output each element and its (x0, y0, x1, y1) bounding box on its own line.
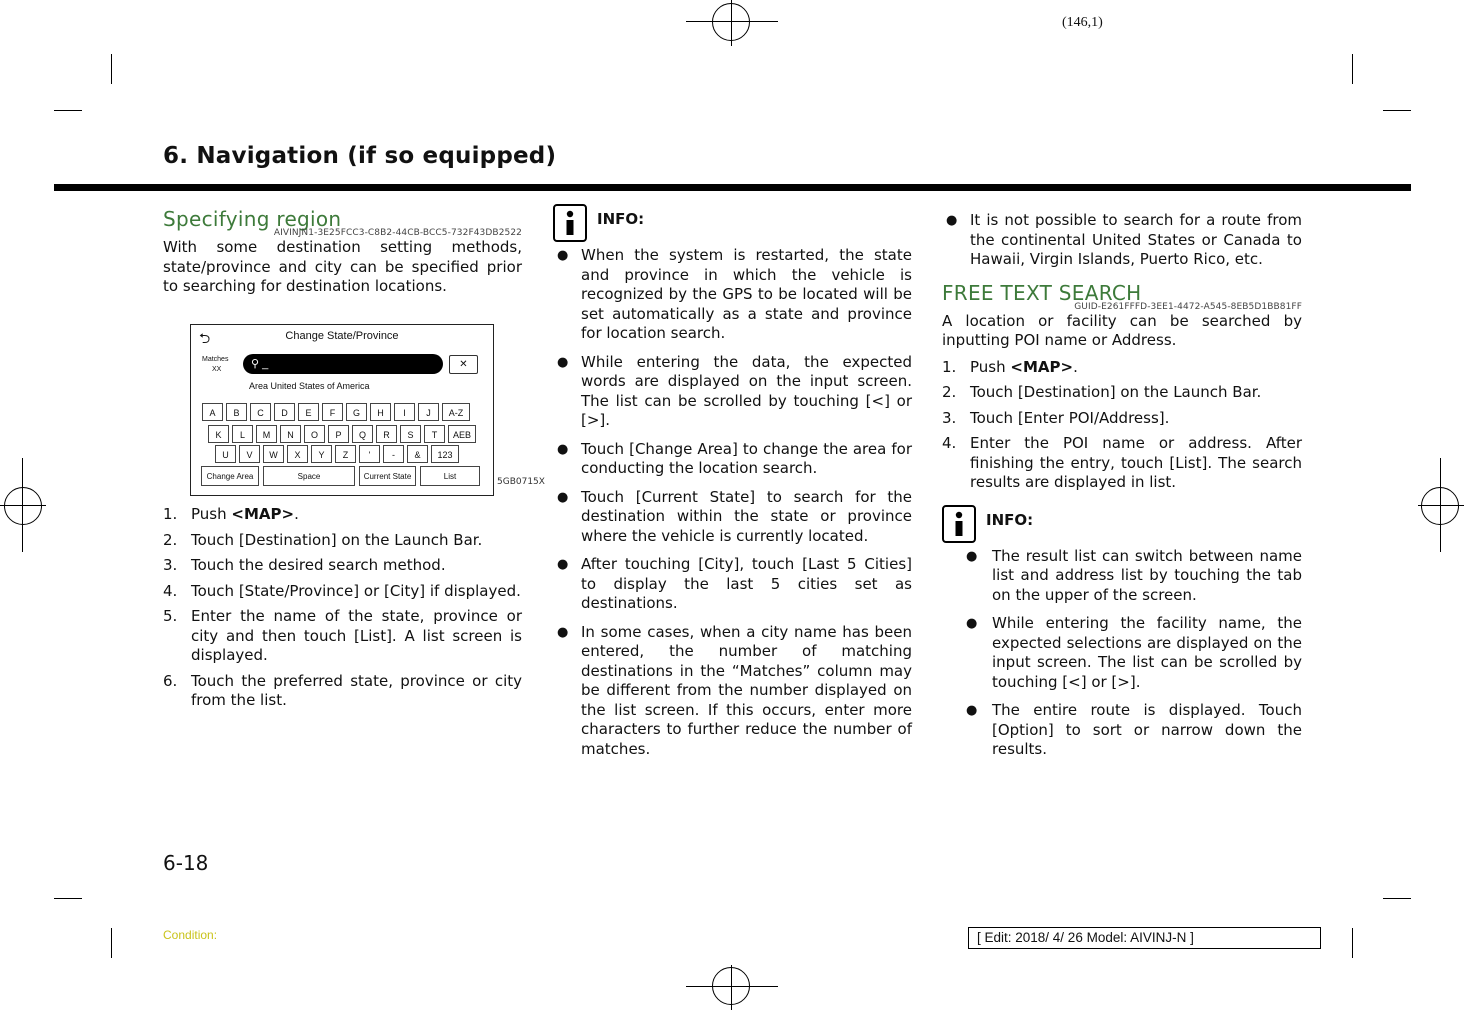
step-item (163, 531, 522, 551)
step-item (163, 607, 522, 666)
keyboard-key: D (274, 403, 295, 421)
crop-mark (111, 54, 112, 84)
step-bold-part: <MAP> (1010, 357, 1074, 376)
list-item (942, 701, 1302, 760)
step-number: 2. (942, 383, 957, 401)
bullet-icon: ● (946, 213, 958, 228)
section-heading (163, 207, 522, 238)
keyboard-key: Q (352, 425, 373, 443)
keyboard-key: V (239, 445, 260, 463)
matches-value: XX (212, 366, 222, 373)
registration-mark (712, 967, 750, 1005)
step-item (163, 505, 522, 525)
delete-key-icon: ✕ (449, 355, 478, 374)
bullet-text: The result list can switch between name list and address list by touching the tab on the upper of the screen. (992, 546, 1302, 604)
list-item (553, 353, 912, 431)
keyboard-key: A (202, 403, 223, 421)
step-number: 3. (163, 556, 178, 574)
keyboard-key: O (304, 425, 325, 443)
step-text (970, 409, 1169, 427)
keyboard-key: - (383, 445, 404, 463)
keyboard-key: Y (311, 445, 332, 463)
bullet-icon: ● (966, 548, 978, 564)
step-text-part: . (1073, 357, 1078, 376)
keyboard-key: Z (335, 445, 356, 463)
step-text (970, 434, 1302, 491)
info-label: INFO: (986, 510, 1034, 529)
registration-mark (712, 3, 750, 41)
bullet-text: Touch [Change Area] to change the area for conducting the location search. (581, 439, 912, 477)
bullet-text: The entire route is displayed. Touch [Option] to sort or narrow down the results. (992, 701, 1302, 758)
step-text-part: Enter the POI name or address. After finishing the entry, touch [List]. The search results are displayed in list. (970, 434, 1302, 491)
bullet-text: After touching [City], touch [Last 5 Cities] to display the last 5 cities set as destinations. (581, 555, 912, 612)
current-state-key: Current State (359, 466, 416, 486)
list-item (942, 614, 1302, 692)
crop-mark (54, 110, 82, 111)
keyboard-key: ' (359, 445, 380, 463)
bullet-icon: ● (557, 624, 569, 640)
step-item (163, 672, 522, 711)
step-text (191, 531, 482, 549)
page-reference: (146,1) (1062, 15, 1103, 30)
bottom-key-row (201, 466, 484, 486)
crop-mark (1383, 898, 1411, 899)
bullet-icon: ● (557, 557, 569, 572)
bullet-text: It is not possible to search for a route from the continental United States or Canada to Hawaii, Virgin Islands, Puerto Rico, etc. (970, 211, 1302, 268)
bullet-text: When the system is restarted, the state and province in which the vehicle is recognized by the GPS to be located will be set automatically as a state and province for location search. (581, 246, 912, 342)
crop-mark (1352, 928, 1353, 958)
keyboard-row (202, 403, 473, 421)
info-icon (942, 505, 976, 543)
bullet-text: Touch [Current State] to search for the destination within the state or province where the vehicle is currently located. (581, 487, 912, 545)
registration-mark (1421, 487, 1459, 525)
list-item (942, 211, 1302, 270)
heading-text: FREE TEXT SEARCH (942, 280, 1142, 305)
info-icon (553, 204, 587, 242)
step-item (942, 383, 1302, 403)
space-key: Space (263, 466, 355, 486)
search-icon: ⚲ (251, 358, 263, 370)
keyboard-key: E (298, 403, 319, 421)
info-box (942, 505, 1302, 543)
bullet-icon: ● (966, 616, 978, 631)
step-text (191, 582, 521, 600)
middle-column (553, 204, 912, 768)
edit-info-box: [ Edit: 2018/ 4/ 26 Model: AIVINJ-N ] (968, 927, 1321, 949)
step-text-part: Touch [State/Province] or [City] if displayed. (191, 581, 521, 600)
keyboard-key: S (400, 425, 421, 443)
intro-paragraph: With some destination setting methods, state/province and city can be specified prior to searching for destination locations. (163, 238, 522, 295)
keyboard-key: U (215, 445, 236, 463)
info-label: INFO: (597, 210, 645, 228)
keyboard-key: A-Z (442, 403, 470, 421)
left-steps (163, 505, 522, 717)
step-text-part: Push (191, 505, 232, 523)
keyboard-key: AEB (448, 425, 476, 443)
page-number: 6-18 (163, 851, 209, 875)
keyboard-key: B (226, 403, 247, 421)
keyboard-key: T (424, 425, 445, 443)
list-item (553, 623, 912, 760)
step-number: 4. (942, 434, 957, 452)
keyboard-key: F (322, 403, 343, 421)
list-item (942, 547, 1302, 606)
list-item (553, 488, 912, 547)
list-item (553, 440, 912, 479)
step-text (970, 358, 1078, 376)
keyboard-row (215, 445, 462, 463)
step-text-part: Enter the name of the state, province or city and then touch [List]. A list screen is displayed. (191, 607, 522, 664)
list-item (553, 555, 912, 614)
bullet-text: While entering the data, the expected words are displayed on the input screen. The list can be scrolled by touching [<] or [>]. (581, 352, 912, 429)
keyboard-key: & (407, 445, 428, 463)
step-bold-part: <MAP> (231, 505, 295, 523)
step-number: 1. (942, 357, 957, 376)
step-number: 3. (942, 408, 957, 427)
keyboard-key: R (376, 425, 397, 443)
keyboard-screen-figure (190, 324, 494, 496)
step-text-part: Touch the preferred state, province or city from the list. (191, 671, 522, 709)
step-text (191, 505, 299, 523)
search-value: _ (262, 358, 269, 370)
step-number: 5. (163, 607, 178, 625)
keyboard-key: W (263, 445, 284, 463)
bullet-icon: ● (966, 703, 978, 718)
keyboard-key: C (250, 403, 271, 421)
heading-text: Specifying region (163, 207, 342, 231)
condition-label: Condition: (163, 928, 218, 942)
crop-mark (1383, 110, 1411, 111)
step-item (163, 582, 522, 602)
keyboard-key: J (418, 403, 439, 421)
step-number: 2. (163, 530, 178, 549)
step-text (191, 556, 446, 574)
keyboard-row (208, 425, 479, 443)
keyboard-key: X (287, 445, 308, 463)
figure-title: Change State/Province (285, 330, 399, 342)
step-text-part: Touch [Enter POI/Address]. (970, 408, 1170, 427)
chapter-title: 6. Navigation (if so equipped) (163, 143, 557, 169)
keyboard-key: I (394, 403, 415, 421)
registration-mark (4, 487, 42, 525)
step-number: 4. (163, 581, 178, 600)
change-area-key: Change Area (201, 466, 259, 486)
crop-mark (54, 898, 82, 899)
keyboard-key: M (256, 425, 277, 443)
step-item (942, 358, 1302, 378)
keyboard-key: L (232, 425, 253, 443)
step-text (970, 383, 1261, 401)
keyboard-key: H (370, 403, 391, 421)
step-text-part: Touch [Destination] on the Launch Bar. (191, 530, 483, 549)
crop-mark (111, 928, 112, 958)
right-column (942, 211, 1302, 769)
step-number: 6. (163, 671, 178, 690)
back-arrow-icon: ⮌ (199, 330, 211, 346)
bullet-icon: ● (557, 248, 569, 263)
bullet-icon: ● (557, 489, 569, 505)
step-text (191, 607, 522, 664)
step-text-part: . (294, 505, 299, 523)
matches-label: Matches (202, 356, 229, 363)
keyboard-key: P (328, 425, 349, 443)
guid-label: AIVINJN1-3E25FCC3-C8B2-44CB-BCC5-732F43DB2522 (273, 228, 522, 238)
step-text (191, 672, 522, 710)
left-column (163, 207, 522, 304)
section-heading (942, 280, 1302, 312)
header-rule (54, 184, 1411, 191)
keyboard-key: 123 (431, 445, 459, 463)
step-text-part: Push (970, 357, 1011, 376)
list-item (553, 246, 912, 344)
step-text-part: Touch [Destination] on the Launch Bar. (970, 383, 1262, 401)
step-text-part: Touch the desired search method. (191, 556, 446, 574)
bullet-icon: ● (557, 441, 569, 457)
bullet-icon: ● (557, 354, 569, 370)
keyboard-key: N (280, 425, 301, 443)
list-key: List (420, 466, 480, 486)
search-input (243, 354, 443, 374)
step-number: 1. (163, 505, 178, 523)
figure-code: 5GB0715X (497, 477, 545, 487)
step-item (163, 556, 522, 576)
matches-counter (202, 355, 228, 375)
bullet-text: In some cases, when a city name has been entered, the number of matching destinations in the “Matches” column may be different from the number displayed on the list screen. If this occurs, enter more characters to further reduce the number of matches. (581, 622, 912, 758)
crop-mark (1352, 54, 1353, 84)
bullet-text: While entering the facility name, the expected selections are displayed on the input screen. The list can be scrolled by touching [<] or [>]. (992, 614, 1302, 691)
guid-label: GUID-E261FFFD-3EE1-4472-A545-8EB5D1BB81FF (1074, 301, 1302, 312)
step-item (942, 409, 1302, 429)
intro-paragraph: A location or facility can be searched by inputting POI name or Address. (942, 311, 1302, 349)
keyboard-key: K (208, 425, 229, 443)
keyboard-key: G (346, 403, 367, 421)
area-label: Area United States of America (249, 381, 370, 391)
info-box (553, 204, 912, 242)
step-item (942, 434, 1302, 493)
